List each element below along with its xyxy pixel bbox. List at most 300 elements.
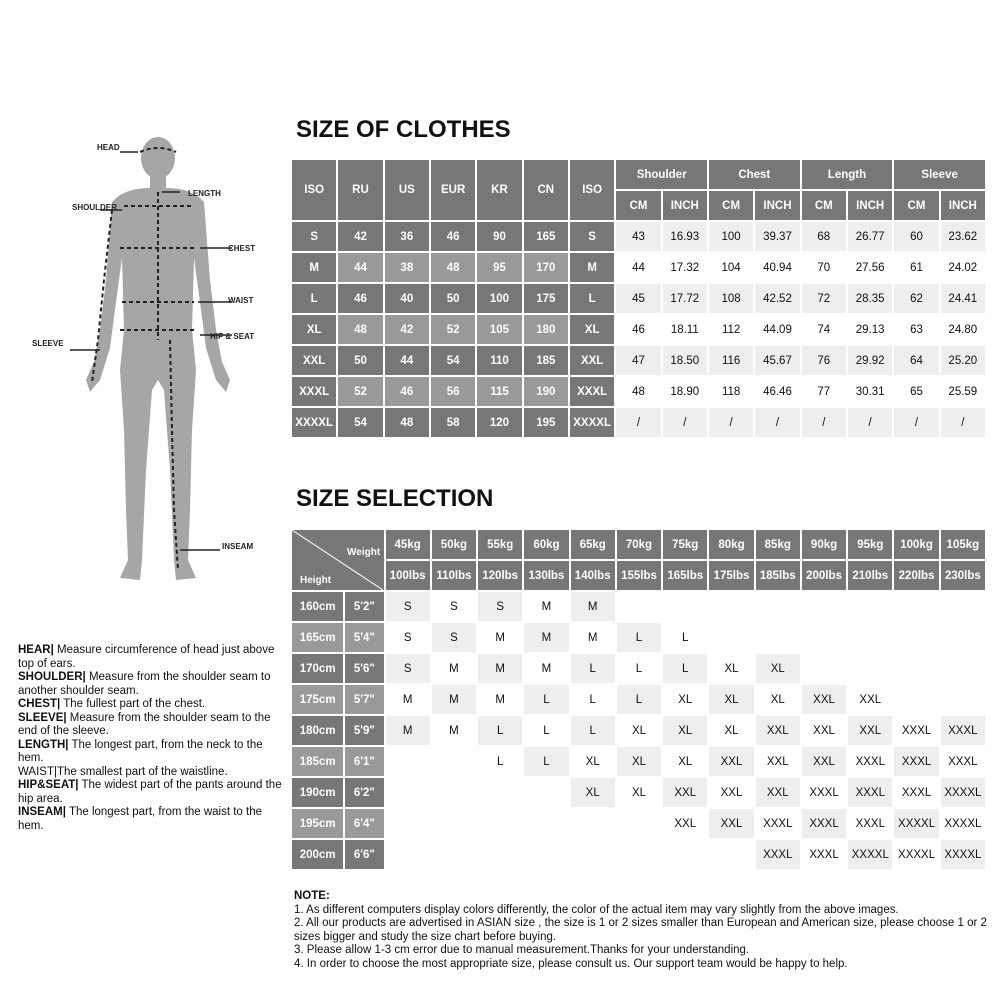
table-cell: 27.56 xyxy=(848,253,892,282)
table-cell: 46 xyxy=(385,377,429,406)
size-cell: XXXL xyxy=(894,747,938,776)
table-cell: 76 xyxy=(802,346,846,375)
size-cell: XL xyxy=(617,716,661,745)
weight-lbs-header: 140lbs xyxy=(571,561,615,590)
table-cell: 40.94 xyxy=(755,253,799,282)
size-cell: XL xyxy=(571,747,615,776)
size-cell: S xyxy=(432,623,476,652)
table-cell: / xyxy=(616,408,660,437)
table-row xyxy=(292,222,985,251)
table-row xyxy=(292,284,985,313)
unit-header: CM xyxy=(616,191,660,220)
table-cell: 74 xyxy=(802,315,846,344)
weight-lbs-header: 130lbs xyxy=(524,561,568,590)
weight-lbs-header: 110lbs xyxy=(432,561,476,590)
size-cell: XXXL xyxy=(756,809,800,838)
size-cell: XXXL xyxy=(894,716,938,745)
weight-kg-header: 45kg xyxy=(386,530,430,559)
size-cell xyxy=(617,809,661,838)
size-selection-title: SIZE SELECTION xyxy=(296,485,494,512)
height-cm-cell: 165cm xyxy=(292,623,343,652)
table-cell: 44 xyxy=(338,253,382,282)
table-cell: 46 xyxy=(431,222,475,251)
size-cell: M xyxy=(478,685,522,714)
table-cell: 42.52 xyxy=(755,284,799,313)
size-cell: M xyxy=(524,623,568,652)
size-cell xyxy=(524,840,568,869)
legend-item: CHEST| The fullest part of the chest. xyxy=(18,698,206,710)
size-cell: XXXXL xyxy=(894,809,938,838)
height-cm-cell: 200cm xyxy=(292,840,343,869)
table-row xyxy=(292,685,985,714)
body-silhouette xyxy=(20,130,270,600)
size-cell xyxy=(386,809,430,838)
size-cell: XXL xyxy=(756,716,800,745)
table-cell: 28.35 xyxy=(848,284,892,313)
table-cell: 38 xyxy=(385,253,429,282)
size-cell xyxy=(617,592,661,621)
size-cell xyxy=(478,778,522,807)
size-cell: L xyxy=(524,747,568,776)
size-cell xyxy=(848,592,892,621)
weight-kg-header: 60kg xyxy=(524,530,568,559)
height-cm-cell: 195cm xyxy=(292,809,343,838)
head-label: HEAD xyxy=(97,143,120,152)
legend-item: LENGTH| The longest part, from the neck to the hem. xyxy=(18,738,263,764)
size-of-clothes-title: SIZE OF CLOTHES xyxy=(296,116,511,143)
weight-lbs-header: 210lbs xyxy=(848,561,892,590)
weight-kg-header: 105kg xyxy=(941,530,985,559)
legend-item: SHOULDER| Measure from the shoulder seam to another shoulder seam. xyxy=(18,671,271,697)
size-cell: XL xyxy=(709,654,753,683)
size-cell: XXXXL xyxy=(894,840,938,869)
table-row xyxy=(292,716,985,745)
size-cell: L xyxy=(617,623,661,652)
size-cell: M xyxy=(524,654,568,683)
table-cell: / xyxy=(941,408,985,437)
weight-lbs-header: 200lbs xyxy=(802,561,846,590)
table-cell: 16.93 xyxy=(663,222,707,251)
size-cell: XXXL xyxy=(941,747,985,776)
table-cell: 115 xyxy=(477,377,521,406)
table-cell: 43 xyxy=(616,222,660,251)
size-cell: XXL xyxy=(756,747,800,776)
table-cell: 180 xyxy=(524,315,568,344)
table-cell: 36 xyxy=(385,222,429,251)
size-cell xyxy=(617,840,661,869)
height-cm-cell: 175cm xyxy=(292,685,343,714)
weight-kg-header: 90kg xyxy=(802,530,846,559)
table-cell: 25.59 xyxy=(941,377,985,406)
table-row xyxy=(292,623,985,652)
table-cell: / xyxy=(802,408,846,437)
table-cell: 23.62 xyxy=(941,222,985,251)
legend-item: SLEEVE| Measure from the shoulder seam to the end of the sleeve. xyxy=(18,711,271,737)
size-cell xyxy=(848,654,892,683)
table-cell: M xyxy=(570,253,614,282)
table-cell: 77 xyxy=(802,377,846,406)
size-cell: XXL xyxy=(802,685,846,714)
size-cell: S xyxy=(478,592,522,621)
table-cell: 24.80 xyxy=(941,315,985,344)
header-cn: CN xyxy=(524,160,568,220)
table-cell: 45 xyxy=(616,284,660,313)
table-cell: 108 xyxy=(709,284,753,313)
hip-seat-label: HIP & SEAT xyxy=(210,332,255,341)
note-line: 1. As different computers display colors differently, the color of the actual item may vary slightly from the above images. xyxy=(294,903,899,916)
size-cell: L xyxy=(617,654,661,683)
weight-lbs-header: 155lbs xyxy=(617,561,661,590)
table-cell: 48 xyxy=(385,408,429,437)
height-ft-cell: 5'6" xyxy=(345,654,383,683)
note-section xyxy=(294,890,994,971)
size-cell xyxy=(802,592,846,621)
size-cell: XXXL xyxy=(802,809,846,838)
unit-header: INCH xyxy=(755,191,799,220)
size-cell xyxy=(663,840,707,869)
size-cell: XXXXL xyxy=(941,809,985,838)
table-cell: 24.41 xyxy=(941,284,985,313)
table-cell: L xyxy=(570,284,614,313)
unit-header: INCH xyxy=(941,191,985,220)
table-cell: 170 xyxy=(524,253,568,282)
table-cell: 25.20 xyxy=(941,346,985,375)
weight-kg-header: 80kg xyxy=(709,530,753,559)
size-cell: L xyxy=(617,685,661,714)
size-cell xyxy=(894,654,938,683)
size-cell xyxy=(386,747,430,776)
size-cell: XXXXL xyxy=(941,778,985,807)
size-cell: M xyxy=(571,623,615,652)
size-cell: XL xyxy=(756,654,800,683)
size-cell: XL xyxy=(617,747,661,776)
unit-header: CM xyxy=(894,191,938,220)
table-cell: 68 xyxy=(802,222,846,251)
table-cell: 46.46 xyxy=(755,377,799,406)
height-cm-cell: 180cm xyxy=(292,716,343,745)
header-iso: ISO xyxy=(292,160,336,220)
shoulder-label: SHOULDER xyxy=(72,203,117,212)
table-cell: 64 xyxy=(894,346,938,375)
size-cell: XL xyxy=(756,685,800,714)
weight-kg-header: 55kg xyxy=(478,530,522,559)
size-cell xyxy=(432,778,476,807)
height-cm-cell: 170cm xyxy=(292,654,343,683)
note-line: 2. All our products are advertised in ASIAN size , the size is 1 or 2 sizes smaller than European and American size, please choose 1 or 2 sizes bigger and study the size chart before buying. xyxy=(294,917,987,943)
table-cell: 29.13 xyxy=(848,315,892,344)
table-cell: XXXL xyxy=(292,377,336,406)
table-cell: L xyxy=(292,284,336,313)
table-cell: M xyxy=(292,253,336,282)
height-cm-cell: 160cm xyxy=(292,592,343,621)
table-cell: / xyxy=(663,408,707,437)
chest-label: CHEST xyxy=(228,244,256,253)
unit-header: CM xyxy=(802,191,846,220)
table-cell: 112 xyxy=(709,315,753,344)
size-cell: XXL xyxy=(802,747,846,776)
table-cell: / xyxy=(894,408,938,437)
size-cell xyxy=(941,592,985,621)
size-cell: S xyxy=(386,654,430,683)
size-cell: XL xyxy=(617,778,661,807)
size-cell xyxy=(524,778,568,807)
weight-lbs-header: 100lbs xyxy=(386,561,430,590)
size-cell xyxy=(756,623,800,652)
size-cell xyxy=(709,623,753,652)
size-cell: XXL xyxy=(709,809,753,838)
height-ft-cell: 5'2" xyxy=(345,592,383,621)
height-ft-cell: 6'2" xyxy=(345,778,383,807)
table-cell: 175 xyxy=(524,284,568,313)
size-selection-table xyxy=(290,528,987,871)
size-cell xyxy=(894,623,938,652)
header-us: US xyxy=(385,160,429,220)
size-cell: XXXL xyxy=(894,778,938,807)
table-cell: 47 xyxy=(616,346,660,375)
height-ft-cell: 5'7" xyxy=(345,685,383,714)
waist-label: WAIST xyxy=(228,296,254,305)
note-line: 4. In order to choose the most appropriate size, please consult us. Our support team would be happy to help. xyxy=(294,957,848,970)
length-label: LENGTH xyxy=(188,189,221,198)
size-cell xyxy=(571,840,615,869)
size-cell: XL xyxy=(663,716,707,745)
size-cell: L xyxy=(478,716,522,745)
size-cell xyxy=(386,778,430,807)
size-cell: XL xyxy=(663,747,707,776)
table-cell: 62 xyxy=(894,284,938,313)
table-cell: 100 xyxy=(709,222,753,251)
table-cell: 44 xyxy=(385,346,429,375)
table-cell: XXXXL xyxy=(292,408,336,437)
table-cell: 48 xyxy=(431,253,475,282)
table-cell: 195 xyxy=(524,408,568,437)
unit-header: INCH xyxy=(848,191,892,220)
size-cell: XL xyxy=(709,685,753,714)
height-cm-cell: 190cm xyxy=(292,778,343,807)
weight-lbs-header: 185lbs xyxy=(756,561,800,590)
size-cell: M xyxy=(432,685,476,714)
size-cell: XXXL xyxy=(848,778,892,807)
size-cell: L xyxy=(524,716,568,745)
unit-header: CM xyxy=(709,191,753,220)
table-cell: 46 xyxy=(338,284,382,313)
header-sleeve: Sleeve xyxy=(894,160,985,189)
table-cell: 44 xyxy=(616,253,660,282)
table-cell: 42 xyxy=(385,315,429,344)
weight-lbs-header: 175lbs xyxy=(709,561,753,590)
size-cell: XL xyxy=(709,716,753,745)
size-cell: XXXL xyxy=(802,840,846,869)
inseam-label: INSEAM xyxy=(222,542,254,551)
size-cell: XXL xyxy=(709,747,753,776)
table-cell: 95 xyxy=(477,253,521,282)
table-cell: 45.67 xyxy=(755,346,799,375)
size-cell: XL xyxy=(663,685,707,714)
size-cell: S xyxy=(386,623,430,652)
size-cell xyxy=(524,809,568,838)
weight-kg-header: 95kg xyxy=(848,530,892,559)
size-cell xyxy=(478,809,522,838)
table-cell: XXL xyxy=(292,346,336,375)
size-cell: XXL xyxy=(663,809,707,838)
size-cell xyxy=(802,654,846,683)
size-cell: S xyxy=(386,592,430,621)
size-cell xyxy=(894,592,938,621)
table-cell: 39.37 xyxy=(755,222,799,251)
table-row xyxy=(292,346,985,375)
table-cell: 18.11 xyxy=(663,315,707,344)
size-cell: S xyxy=(432,592,476,621)
size-cell xyxy=(432,809,476,838)
size-cell: L xyxy=(571,716,615,745)
table-cell: 58 xyxy=(431,408,475,437)
table-cell: 50 xyxy=(338,346,382,375)
table-cell: 90 xyxy=(477,222,521,251)
body-measurement-figure xyxy=(20,130,270,600)
legend-item: WAIST|The smallest part of the waistline. xyxy=(18,765,228,778)
table-cell: 104 xyxy=(709,253,753,282)
size-cell: M xyxy=(386,685,430,714)
size-cell: XXXXL xyxy=(941,840,985,869)
height-ft-cell: 6'6" xyxy=(345,840,383,869)
legend-item: HEAR| Measure circumference of head just above top of ears. xyxy=(18,644,275,670)
size-cell xyxy=(478,840,522,869)
size-cell xyxy=(432,747,476,776)
table-cell: 110 xyxy=(477,346,521,375)
size-cell xyxy=(709,840,753,869)
table-cell: 17.32 xyxy=(663,253,707,282)
measurement-legend xyxy=(18,644,283,833)
table-cell: 26.77 xyxy=(848,222,892,251)
header-iso-2: ISO xyxy=(570,160,614,220)
sleeve-label: SLEEVE xyxy=(32,339,64,348)
table-cell: 70 xyxy=(802,253,846,282)
size-cell xyxy=(941,685,985,714)
table-cell: XL xyxy=(570,315,614,344)
header-eur: EUR xyxy=(431,160,475,220)
size-cell: L xyxy=(571,654,615,683)
table-cell: / xyxy=(848,408,892,437)
table-row xyxy=(292,408,985,437)
size-cell: L xyxy=(478,747,522,776)
weight-kg-header: 50kg xyxy=(432,530,476,559)
size-cell: L xyxy=(524,685,568,714)
table-cell: 61 xyxy=(894,253,938,282)
size-cell: M xyxy=(432,654,476,683)
table-row xyxy=(292,778,985,807)
size-cell: M xyxy=(478,654,522,683)
table-cell: 29.92 xyxy=(848,346,892,375)
weight-kg-header: 75kg xyxy=(663,530,707,559)
weight-lbs-header: 165lbs xyxy=(663,561,707,590)
height-ft-cell: 5'9" xyxy=(345,716,383,745)
size-cell: XXL xyxy=(756,778,800,807)
weight-lbs-header: 120lbs xyxy=(478,561,522,590)
weight-lbs-header: 230lbs xyxy=(941,561,985,590)
table-cell: 54 xyxy=(338,408,382,437)
table-cell: 52 xyxy=(431,315,475,344)
table-row xyxy=(292,809,985,838)
table-cell: XXXXL xyxy=(570,408,614,437)
table-cell: 120 xyxy=(477,408,521,437)
table-cell: 165 xyxy=(524,222,568,251)
weight-kg-header: 70kg xyxy=(617,530,661,559)
header-chest: Chest xyxy=(709,160,800,189)
weight-kg-header: 65kg xyxy=(571,530,615,559)
note-title: NOTE: xyxy=(294,890,330,902)
table-cell: XXXL xyxy=(570,377,614,406)
table-cell: 40 xyxy=(385,284,429,313)
table-cell: 52 xyxy=(338,377,382,406)
size-cell: XXXL xyxy=(756,840,800,869)
table-cell: 72 xyxy=(802,284,846,313)
table-cell: / xyxy=(709,408,753,437)
size-cell: M xyxy=(386,716,430,745)
size-cell xyxy=(941,654,985,683)
size-cell: M xyxy=(432,716,476,745)
table-row xyxy=(292,840,985,869)
table-cell: XL xyxy=(292,315,336,344)
table-cell: 54 xyxy=(431,346,475,375)
table-cell: 44.09 xyxy=(755,315,799,344)
table-cell: 190 xyxy=(524,377,568,406)
header-shoulder: Shoulder xyxy=(616,160,707,189)
table-cell: 105 xyxy=(477,315,521,344)
table-cell: 185 xyxy=(524,346,568,375)
table-row xyxy=(292,747,985,776)
table-cell: 17.72 xyxy=(663,284,707,313)
size-cell: XXL xyxy=(802,716,846,745)
table-cell: 118 xyxy=(709,377,753,406)
table-cell: 42 xyxy=(338,222,382,251)
table-cell: 24.02 xyxy=(941,253,985,282)
size-cell: M xyxy=(478,623,522,652)
unit-header: INCH xyxy=(663,191,707,220)
size-of-clothes-table xyxy=(290,158,987,439)
size-cell xyxy=(848,623,892,652)
height-label: Height xyxy=(300,575,332,586)
size-cell: M xyxy=(571,592,615,621)
size-cell: L xyxy=(663,623,707,652)
size-cell: XL xyxy=(571,778,615,807)
table-cell: 100 xyxy=(477,284,521,313)
height-ft-cell: 6'4" xyxy=(345,809,383,838)
size-cell xyxy=(894,685,938,714)
header-length: Length xyxy=(802,160,893,189)
weight-label: Weight xyxy=(347,547,381,558)
size-cell: L xyxy=(571,685,615,714)
table-cell: 18.50 xyxy=(663,346,707,375)
table-cell: 56 xyxy=(431,377,475,406)
size-cell xyxy=(802,623,846,652)
size-cell xyxy=(663,592,707,621)
weight-kg-header: 85kg xyxy=(756,530,800,559)
table-row xyxy=(292,592,985,621)
table-cell: XXL xyxy=(570,346,614,375)
header-ru: RU xyxy=(338,160,382,220)
table-cell: 48 xyxy=(616,377,660,406)
table-cell: 60 xyxy=(894,222,938,251)
table-cell: 50 xyxy=(431,284,475,313)
size-cell: XXL xyxy=(709,778,753,807)
size-cell: XXL xyxy=(848,685,892,714)
table-cell: / xyxy=(755,408,799,437)
size-cell xyxy=(432,840,476,869)
size-cell: XXXL xyxy=(802,778,846,807)
table-cell: S xyxy=(292,222,336,251)
size-cell: XXL xyxy=(663,778,707,807)
size-cell xyxy=(756,592,800,621)
